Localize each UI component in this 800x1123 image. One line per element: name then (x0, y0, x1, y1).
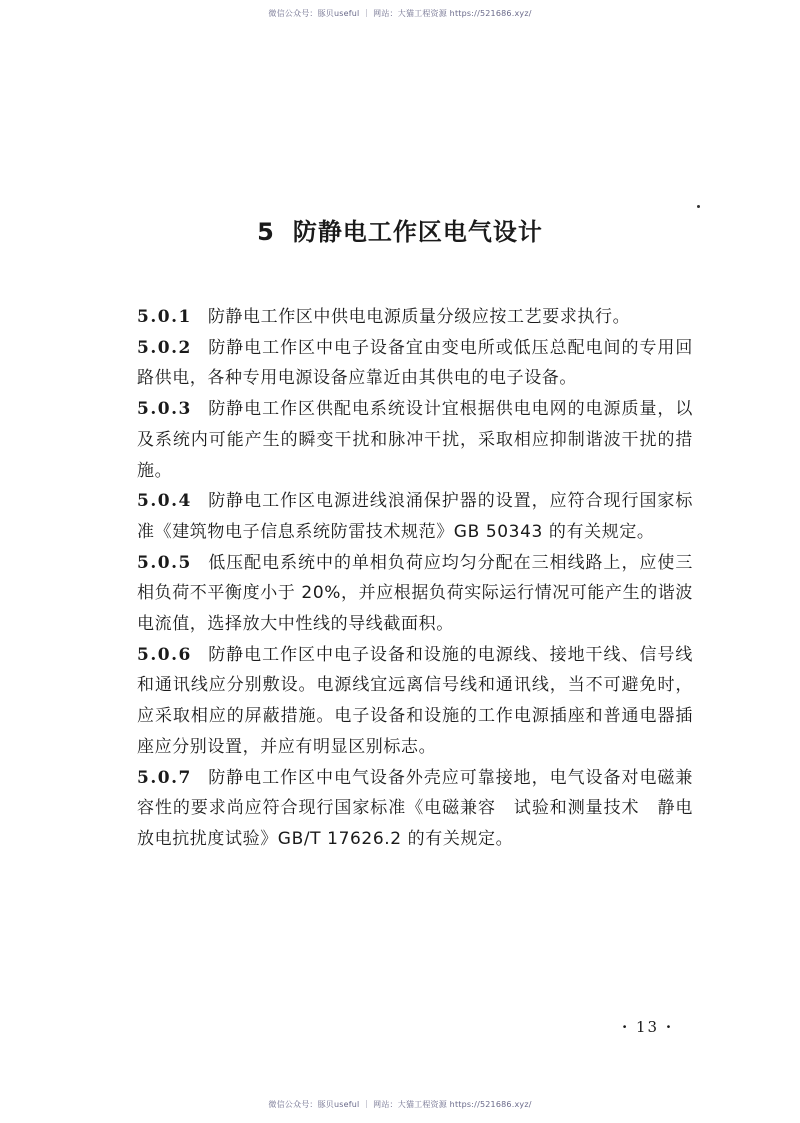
page-number-dot-left: · (622, 1018, 630, 1036)
clause-number: 5.0.3 (137, 399, 192, 420)
clause-5-0-4 (137, 486, 693, 547)
chapter-title (0, 212, 800, 247)
clause-number: 5.0.5 (137, 552, 192, 573)
clause-text: 防静电工作区中电子设备和设施的电源线、接地干线、信号线和通讯线应分别敷设。电源线宜远离信号线和通讯线，当不可避免时，应采取相应的屏蔽措施。电子设备和设施的工作电源插座和普通电器插座应分别设置，并应有明显区别标志。 (137, 644, 693, 757)
watermark-top: 微信公众号：豚贝useful ｜ 网站：大猫工程资源 https://521686.xyz/ (268, 9, 532, 18)
clause-text: 防静电工作区中电子设备宜由变电所或低压总配电间的专用回路供电，各种专用电源设备应靠近由其供电的电子设备。 (137, 337, 693, 389)
page-number-value: 13 (636, 1018, 660, 1036)
clause-list (137, 302, 693, 855)
clause-number: 5.0.6 (137, 644, 192, 665)
clause-text: 防静电工作区中供电电源质量分级应按工艺要求执行。 (207, 307, 631, 327)
clause-text: 防静电工作区供配电系统设计宜根据供电电网的电源质量，以及系统内可能产生的瞬变干扰和脉冲干扰，采取相应抑制谐波干扰的措施。 (137, 399, 693, 481)
clause-number: 5.0.1 (137, 307, 192, 327)
clause-text: 低压配电系统中的单相负荷应均匀分配在三相线路上，应使三相负荷不平衡度小于 20%，并应根据负荷实际运行情况可能产生的谐波电流值，选择放大中性线的导线截面积。 (137, 552, 693, 635)
clause-5-0-1 (137, 302, 693, 333)
clause-number: 5.0.2 (137, 337, 192, 358)
chapter-title-text: 防静电工作区电气设计 (292, 218, 543, 246)
clause-5-0-3 (137, 394, 693, 486)
clause-number: 5.0.4 (137, 491, 192, 512)
clause-number: 5.0.7 (137, 767, 192, 788)
clause-5-0-5 (137, 548, 693, 640)
scan-speck (697, 205, 700, 208)
clause-text: 防静电工作区中电气设备外壳应可靠接地，电气设备对电磁兼容性的要求尚应符合现行国家标准《电磁兼容 试验和测量技术 静电放电抗扰度试验》GB/T 17626.2 的有关规定。 (137, 767, 693, 849)
clause-5-0-7 (137, 763, 693, 855)
page-number-dot-right: · (665, 1018, 674, 1036)
clause-5-0-6 (137, 640, 693, 763)
clause-5-0-2 (137, 333, 693, 394)
clause-text: 防静电工作区电源进线浪涌保护器的设置，应符合现行国家标准《建筑物电子信息系统防雷技术规范》GB 50343 的有关规定。 (137, 491, 693, 542)
chapter-number: 5 (257, 218, 275, 246)
page-number (622, 1018, 673, 1036)
watermark-bottom: 微信公众号：豚贝useful ｜ 网站：大猫工程资源 https://521686.xyz/ (268, 1100, 532, 1109)
